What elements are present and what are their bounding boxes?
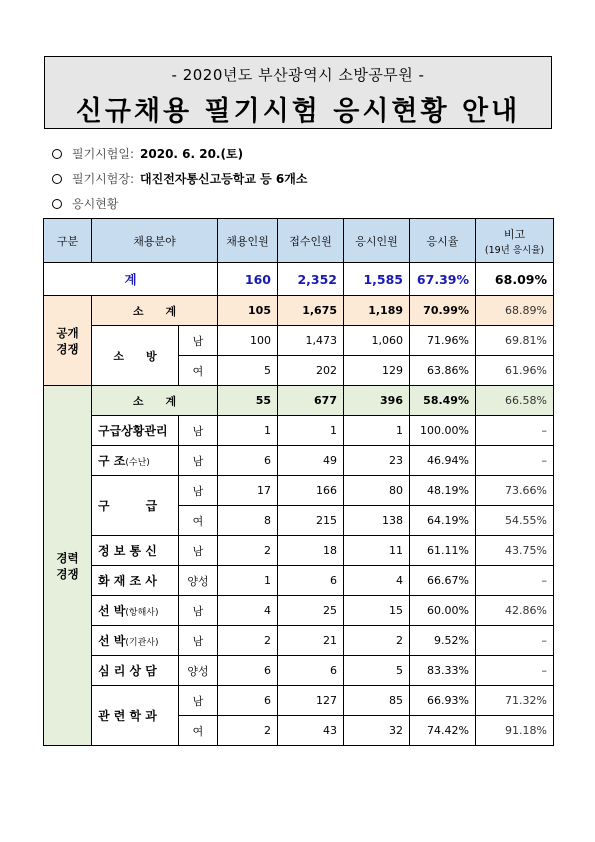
cell-take: 23	[344, 446, 410, 476]
cell-rate: 66.93%	[410, 686, 476, 716]
field-name-text: 구 급	[98, 499, 158, 513]
field-name	[92, 566, 179, 596]
cell-rate: 74.42%	[410, 716, 476, 746]
cell-rate: 71.96%	[410, 326, 476, 356]
cell-sex: 남	[179, 446, 218, 476]
cell-rate: 46.94%	[410, 446, 476, 476]
header-category: 구분	[44, 219, 92, 263]
total-take: 1,585	[344, 263, 410, 296]
cell-take: 5	[344, 656, 410, 686]
total-label: 계	[44, 263, 218, 296]
cell-hire: 5	[218, 356, 278, 386]
cell-sex: 여	[179, 356, 218, 386]
field-name	[92, 656, 179, 686]
cell-apply: 6	[278, 566, 344, 596]
page-title: 신규채용 필기시험 응시현황 안내	[75, 96, 521, 127]
info-label: 필기시험장:	[72, 172, 135, 186]
cell-rate: 48.19%	[410, 476, 476, 506]
cell-take: 85	[344, 686, 410, 716]
cell-hire: 4	[218, 596, 278, 626]
subtotal-label: 소 계	[92, 386, 218, 416]
field-name-text: 심 리 상 담	[98, 664, 157, 678]
table-row	[44, 416, 554, 446]
cell-rate: 60.00%	[410, 596, 476, 626]
cell-prev-rate: 66.58%	[476, 386, 554, 416]
cell-apply: 202	[278, 356, 344, 386]
cell-sex: 남	[179, 416, 218, 446]
cell-take: 129	[344, 356, 410, 386]
info-exam-date	[52, 145, 243, 162]
info-value: 2020. 6. 20.(토)	[140, 147, 244, 161]
cell-apply: 1	[278, 416, 344, 446]
field-name-text: 선 박	[98, 604, 126, 618]
cell-sex: 남	[179, 686, 218, 716]
cell-rate: 66.67%	[410, 566, 476, 596]
cell-prev-rate: –	[476, 446, 554, 476]
subtotal-label: 소 계	[92, 296, 218, 326]
field-name	[92, 416, 179, 446]
cell-prev-rate: 73.66%	[476, 476, 554, 506]
total-rate: 67.39%	[410, 263, 476, 296]
field-name	[92, 626, 179, 656]
cell-sex: 남	[179, 596, 218, 626]
cell-sex: 남	[179, 326, 218, 356]
info-value: 대진전자통신고등학교 등 6개소	[140, 172, 308, 186]
field-name-detail: (기관사)	[125, 638, 159, 648]
cell-apply: 43	[278, 716, 344, 746]
field-name-text: 관 련 학 과	[98, 709, 157, 723]
cell-rate: 64.19%	[410, 506, 476, 536]
info-status	[52, 195, 118, 212]
field-name-detail: (수난)	[125, 458, 150, 468]
cell-apply: 127	[278, 686, 344, 716]
cell-take: 4	[344, 566, 410, 596]
group-label: 경력 경쟁	[44, 386, 92, 746]
cell-hire: 105	[218, 296, 278, 326]
cell-sex: 양성	[179, 566, 218, 596]
total-hire: 160	[218, 263, 278, 296]
cell-apply: 18	[278, 536, 344, 566]
cell-prev-rate: 61.96%	[476, 356, 554, 386]
cell-hire: 6	[218, 686, 278, 716]
subtitle: - 2020년도 부산광역시 소방공무원 -	[171, 66, 425, 84]
cell-prev-rate: 43.75%	[476, 536, 554, 566]
group-label: 공개 경쟁	[44, 296, 92, 386]
cell-take: 80	[344, 476, 410, 506]
info-label: 응시현황	[72, 197, 119, 211]
cell-apply: 1,675	[278, 296, 344, 326]
cell-hire: 6	[218, 446, 278, 476]
cell-prev-rate: –	[476, 416, 554, 446]
cell-prev-rate: 71.32%	[476, 686, 554, 716]
field-name-text: 화 재 조 사	[98, 574, 157, 588]
cell-apply: 1,473	[278, 326, 344, 356]
cell-sex: 여	[179, 506, 218, 536]
cell-rate: 70.99%	[410, 296, 476, 326]
cell-rate: 9.52%	[410, 626, 476, 656]
title-box	[44, 56, 552, 129]
cell-sex: 남	[179, 476, 218, 506]
cell-prev-rate: 42.86%	[476, 596, 554, 626]
field-name	[92, 476, 179, 536]
cell-prev-rate: –	[476, 656, 554, 686]
cell-hire: 6	[218, 656, 278, 686]
field-name-text: 구 조	[98, 454, 126, 468]
total-row	[44, 263, 554, 296]
table-row	[44, 476, 554, 506]
cell-apply: 49	[278, 446, 344, 476]
field-name-text: 구급상황관리	[98, 424, 168, 438]
field-name: 소 방	[92, 326, 179, 386]
header-take: 응시인원	[344, 219, 410, 263]
cell-rate: 83.33%	[410, 656, 476, 686]
cell-take: 1,189	[344, 296, 410, 326]
cell-hire: 1	[218, 416, 278, 446]
cell-prev-rate: 54.55%	[476, 506, 554, 536]
cell-sex: 여	[179, 716, 218, 746]
header-note	[476, 219, 554, 263]
circle-bullet-icon	[52, 199, 62, 209]
cell-sex: 양성	[179, 656, 218, 686]
career-subtotal-row	[44, 386, 554, 416]
cell-rate: 63.86%	[410, 356, 476, 386]
header-apply: 접수인원	[278, 219, 344, 263]
cell-hire: 100	[218, 326, 278, 356]
cell-prev-rate: 91.18%	[476, 716, 554, 746]
field-name	[92, 446, 179, 476]
cell-apply: 677	[278, 386, 344, 416]
cell-hire: 2	[218, 626, 278, 656]
field-name-detail: (항해사)	[125, 608, 159, 618]
table-row	[44, 596, 554, 626]
table-row	[44, 686, 554, 716]
cell-hire: 17	[218, 476, 278, 506]
open-subtotal-row	[44, 296, 554, 326]
cell-rate: 61.11%	[410, 536, 476, 566]
cell-prev-rate: 69.81%	[476, 326, 554, 356]
field-name-text: 선 박	[98, 634, 126, 648]
cell-rate: 58.49%	[410, 386, 476, 416]
field-name	[92, 536, 179, 566]
header-field: 채용분야	[92, 219, 218, 263]
cell-apply: 25	[278, 596, 344, 626]
cell-hire: 1	[218, 566, 278, 596]
exam-status-table	[43, 218, 554, 746]
header-rate: 응시율	[410, 219, 476, 263]
cell-prev-rate: 68.89%	[476, 296, 554, 326]
field-name	[92, 596, 179, 626]
table-row	[44, 566, 554, 596]
cell-sex: 남	[179, 626, 218, 656]
cell-hire: 55	[218, 386, 278, 416]
field-name	[92, 686, 179, 746]
cell-take: 1,060	[344, 326, 410, 356]
circle-bullet-icon	[52, 149, 62, 159]
circle-bullet-icon	[52, 174, 62, 184]
cell-prev-rate: –	[476, 626, 554, 656]
table-header-row	[44, 219, 554, 263]
cell-prev-rate: –	[476, 566, 554, 596]
cell-hire: 8	[218, 506, 278, 536]
cell-apply: 166	[278, 476, 344, 506]
cell-take: 15	[344, 596, 410, 626]
info-exam-site	[52, 170, 307, 187]
total-apply: 2,352	[278, 263, 344, 296]
header-note-title: 비고	[503, 227, 526, 241]
table-row	[44, 626, 554, 656]
table-row	[44, 536, 554, 566]
cell-apply: 6	[278, 656, 344, 686]
table-row	[44, 656, 554, 686]
cell-sex: 남	[179, 536, 218, 566]
cell-take: 11	[344, 536, 410, 566]
header-hire: 채용인원	[218, 219, 278, 263]
cell-take: 2	[344, 626, 410, 656]
header-note-sub: (19년 응시율)	[484, 244, 545, 256]
cell-take: 396	[344, 386, 410, 416]
cell-apply: 215	[278, 506, 344, 536]
cell-take: 1	[344, 416, 410, 446]
total-prev-rate: 68.09%	[476, 263, 554, 296]
cell-apply: 21	[278, 626, 344, 656]
info-label: 필기시험일:	[72, 147, 135, 161]
cell-hire: 2	[218, 716, 278, 746]
table-row	[44, 326, 554, 356]
cell-hire: 2	[218, 536, 278, 566]
field-name-text: 정 보 통 신	[98, 544, 157, 558]
cell-take: 138	[344, 506, 410, 536]
cell-rate: 100.00%	[410, 416, 476, 446]
table-row	[44, 446, 554, 476]
cell-take: 32	[344, 716, 410, 746]
